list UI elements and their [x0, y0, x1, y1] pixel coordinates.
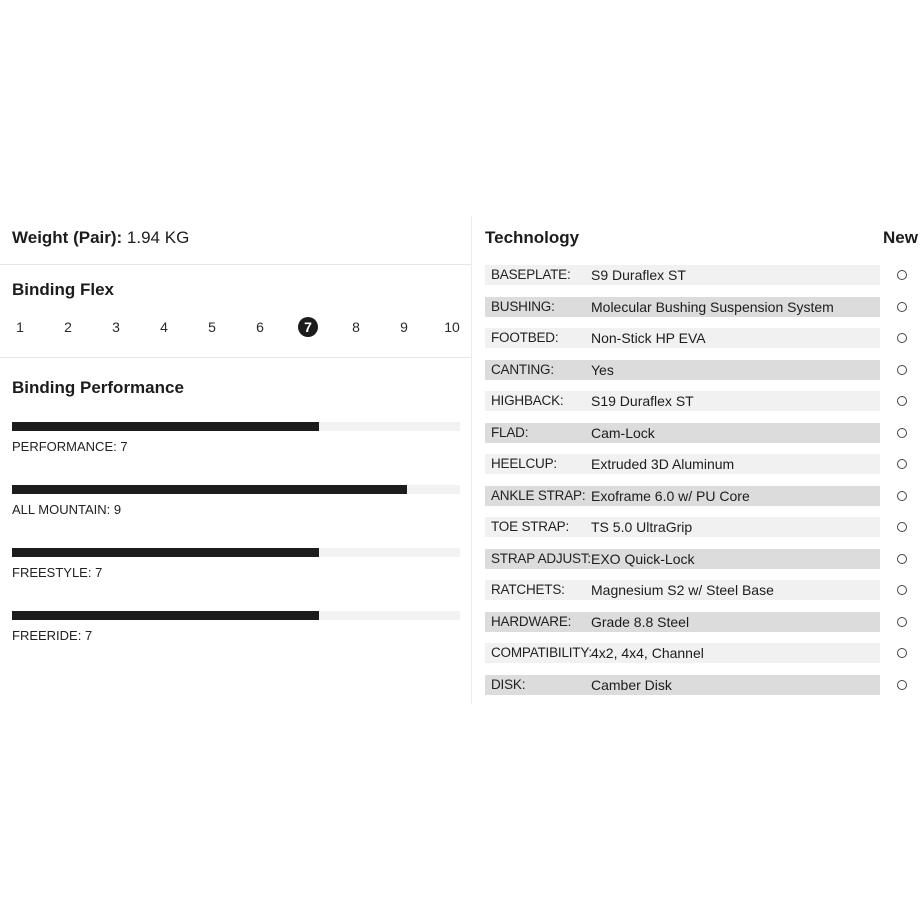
tech-key: FLAD:: [491, 424, 529, 440]
performance-item: [12, 485, 460, 521]
new-indicator-icon: [897, 648, 907, 658]
new-indicator-icon: [897, 396, 907, 406]
tech-row: [485, 423, 880, 443]
tech-row: [485, 297, 880, 317]
performance-bar-track: [12, 548, 460, 557]
tech-row: [485, 643, 880, 663]
tech-value: S9 Duraflex ST: [591, 267, 686, 283]
new-indicator-icon: [897, 270, 907, 280]
tech-value: Extruded 3D Aluminum: [591, 456, 735, 472]
performance-bar-track: [12, 422, 460, 431]
tech-value: Magnesium S2 w/ Steel Base: [591, 582, 774, 598]
new-indicator-icon: [897, 522, 907, 532]
tech-key: HARDWARE:: [491, 613, 572, 629]
new-indicator-icon: [897, 365, 907, 375]
new-indicator-icon: [897, 554, 907, 564]
performance-bar-fill: [12, 422, 319, 431]
tech-key: COMPATIBILITY:: [491, 645, 592, 660]
tech-key: TOE STRAP:: [491, 519, 570, 534]
tech-value: Grade 8.8 Steel: [591, 613, 690, 630]
new-indicator-icon: [897, 428, 907, 438]
new-indicator-icon: [897, 585, 907, 595]
performance-item: [12, 548, 460, 584]
tech-row: [485, 265, 880, 285]
new-indicator-icon: [897, 680, 907, 690]
tech-value: TS 5.0 UltraGrip: [591, 519, 693, 535]
flex-scale: [0, 316, 472, 342]
performance-bar-fill: [12, 548, 319, 557]
flex-number-5: 5: [208, 319, 216, 335]
weight-label: Weight (Pair):: [12, 228, 123, 247]
tech-value: Cam-Lock: [591, 424, 655, 441]
binding-flex-title: Binding Flex: [12, 280, 114, 299]
tech-row: [485, 486, 880, 506]
performance-label: ALL MOUNTAIN: 9: [12, 502, 122, 517]
performance-bar-fill: [12, 611, 319, 620]
tech-row: [485, 580, 880, 600]
column-divider: [471, 216, 472, 704]
tech-value: Exoframe 6.0 w/ PU Core: [591, 487, 750, 504]
tech-value: Camber Disk: [591, 676, 672, 693]
tech-row: [485, 454, 880, 474]
tech-key: HIGHBACK:: [491, 393, 564, 408]
tech-row: [485, 360, 880, 380]
new-column-title: New: [883, 228, 918, 247]
tech-row: [485, 328, 880, 348]
tech-key: HEELCUP:: [491, 456, 557, 471]
tech-value: EXO Quick-Lock: [591, 550, 695, 567]
tech-value: Molecular Bushing Suspension System: [591, 298, 834, 315]
tech-key: BUSHING:: [491, 298, 555, 314]
tech-key: FOOTBED:: [491, 330, 559, 345]
weight-spec: [12, 228, 189, 248]
tech-row: [485, 612, 880, 632]
binding-performance-title: Binding Performance: [12, 378, 184, 397]
tech-value: Non-Stick HP EVA: [591, 330, 706, 346]
tech-key: RATCHETS:: [491, 582, 565, 597]
performance-bar-fill: [12, 485, 407, 494]
flex-number-9: 9: [400, 319, 408, 335]
tech-row: [485, 675, 880, 695]
performance-label: FREERIDE: 7: [12, 628, 93, 643]
tech-key: ANKLE STRAP:: [491, 487, 586, 503]
performance-item: [12, 611, 460, 647]
flex-number-1: 1: [16, 319, 24, 335]
performance-bar-track: [12, 611, 460, 620]
new-indicator-icon: [897, 333, 907, 343]
flex-number-10: 10: [444, 319, 460, 335]
flex-number-6: 6: [256, 319, 264, 335]
divider: [0, 357, 471, 358]
flex-number-8: 8: [352, 319, 360, 335]
performance-label: PERFORMANCE: 7: [12, 439, 128, 454]
divider: [0, 264, 471, 265]
tech-row: [485, 517, 880, 537]
tech-key: BASEPLATE:: [491, 267, 571, 282]
new-indicator-icon: [897, 491, 907, 501]
new-indicator-icon: [897, 617, 907, 627]
tech-key: DISK:: [491, 676, 526, 692]
performance-bar-track: [12, 485, 460, 494]
flex-number-2: 2: [64, 319, 72, 335]
flex-number-4: 4: [160, 319, 168, 335]
new-indicator-icon: [897, 302, 907, 312]
tech-row: [485, 549, 880, 569]
flex-number-3: 3: [112, 319, 120, 335]
tech-value: 4x2, 4x4, Channel: [591, 645, 704, 661]
tech-row: [485, 391, 880, 411]
tech-value: Yes: [591, 361, 614, 378]
tech-value: S19 Duraflex ST: [591, 393, 694, 409]
new-indicator-icon: [897, 459, 907, 469]
technology-title: Technology: [485, 228, 580, 247]
performance-item: [12, 422, 460, 458]
tech-key: STRAP ADJUST:: [491, 550, 591, 566]
flex-number-7: 7: [298, 317, 318, 337]
performance-label: FREESTYLE: 7: [12, 565, 103, 580]
weight-value: 1.94 KG: [126, 228, 190, 247]
tech-key: CANTING:: [491, 361, 554, 377]
